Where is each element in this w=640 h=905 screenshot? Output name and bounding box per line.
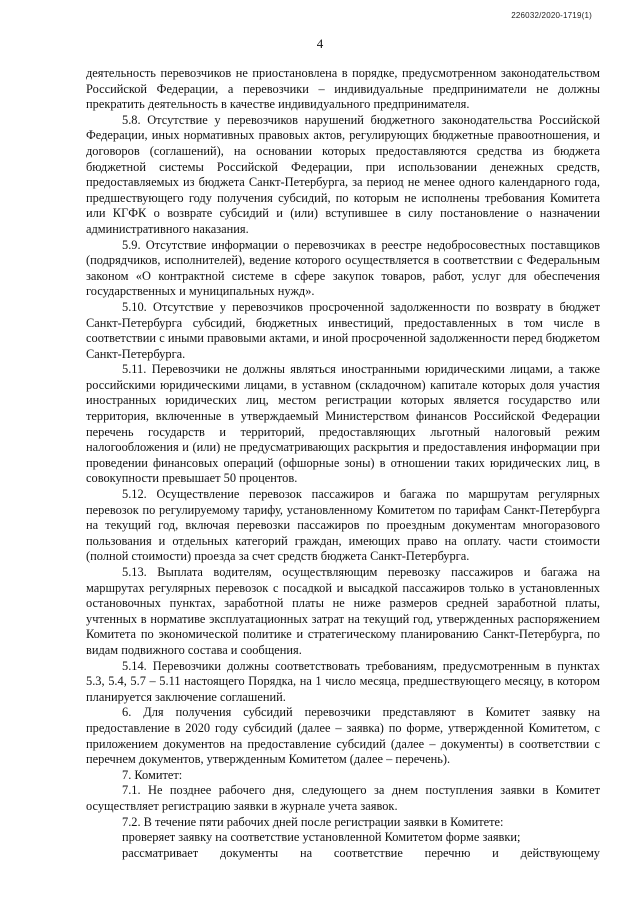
paragraph-7-2-item-1: проверяет заявку на соответствие установленной Комитетом форме заявки; [122, 830, 521, 845]
paragraph-5-12: 5.12. Осуществление перевозок пассажиров и багажа по маршрутам регулярных перевозок по регулируемому тарифу, установленному Комитетом по тарифам Санкт-Петербурга на текущий год, включая перевозки пассажиров по проездным документам многоразового пользования и отдельных категорий граждан, имеющих право на оплату. части стоимости (полной стоимости) проезда за счет средств бюджета Санкт-Петербурга. [86, 487, 600, 564]
paragraph-6: 6. Для получения субсидий перевозчики представляют в Комитет заявку на предоставление в 2020 году субсидий (далее – заявка) по форме, утвержденной Комитетом, с приложением документов на предоставление субсидий (далее – документы) в соответствии с перечнем документов, утвержденным Комитетом (далее – перечень). [86, 705, 600, 767]
page-number: 4 [316, 36, 324, 51]
paragraph-5-9: 5.9. Отсутствие информации о перевозчиках в реестре недобросовестных поставщиков (подрядчиков, исполнителей), ведение которого осуществляется в соответствии с Федеральным законом «О контрактной системе в сфере закупок товаров, работ, услуг для обеспечения государственных и муниципальных нужд». [86, 237, 600, 299]
paragraph-7-1: 7.1. Не позднее рабочего дня, следующего за днем поступления заявки в Комитет осуществляет регистрацию заявки в журнале учета заявок. [86, 783, 600, 813]
paragraph-5-8: 5.8. Отсутствие у перевозчиков нарушений бюджетного законодательства Российской Федерации, иных нормативных правовых актов, регулирующих бюджетные правоотношения, и договоров (соглашений), на основании которых предоставляются средства из бюджета бюджетной системы Российской Федерации, при использовании денежных средств, предоставляемых из бюджета Санкт-Петербурга, за период не менее одного календарного года, предшествующего году получения субсидий, по которым не исполнены требования Комитета или КГФК о возврате субсидий и (или) вступившее в силу постановление о назначении административного наказания. [86, 112, 600, 236]
paragraph-5-11: 5.11. Перевозчики не должны являться иностранными юридическими лицами, а также российскими юридическими лицами, в уставном (складочном) капитале которых доля участия иностранных юридических лиц, местом регистрации которых является государство или территория, включенные в утверждаемый Министерством финансов Российской Федерации перечень государств и территорий, предоставляющих льготный налоговый режим налогообложения и (или) не предусматривающих раскрытия и предоставления информации при проведении финансовых операций (офшорные зоны) в отношении таких юридических лиц, в совокупности превышает 50 процентов. [86, 362, 600, 486]
paragraph-7-2-item-2: рассматривает документы на соответствие перечню и действующему [122, 845, 600, 860]
paragraph-continuation: деятельность перевозчиков не приостановлена в порядке, предусмотренном законодательством Российской Федерации, а перевозчики – индивидуальные предприниматели не должны прекратить деятельность в качестве индивидуального предпринимателя. [86, 66, 600, 112]
paragraph-5-10: 5.10. Отсутствие у перевозчиков просроченной задолженности по возврату в бюджет Санкт-Петербурга субсидий, бюджетных инвестиций, предоставленных в том числе в соответствии с иными правовыми актами, и иной просроченной задолженности перед бюджетом Санкт-Петербурга. [86, 299, 600, 361]
paragraph-7: 7. Комитет: [122, 767, 183, 782]
paragraph-5-13: 5.13. Выплата водителям, осуществляющим перевозку пассажиров и багажа на маршрутах регулярных перевозок с посадкой и высадкой пассажиров только в установленных остановочных пунктах, заработной платы не ниже размеров средней заработной платы, учтенных в нормативе эксплуатационных затрат на текущий год, утвержденных распоряжением Комитета по экономической политике и стратегическому планированию Санкт-Петербурга, по видам подвижного состава и сообщения. [86, 565, 600, 657]
paragraph-7-2: 7.2. В течение пяти рабочих дней после регистрации заявки в Комитете: [122, 814, 504, 829]
document-number: 226032/2020-1719(1) [511, 11, 592, 20]
document-body [86, 66, 600, 861]
paragraph-5-14: 5.14. Перевозчики должны соответствовать требованиям, предусмотренным в пунктах 5.3, 5.4, 5.7 – 5.11 настоящего Порядка, на 1 число месяца, предшествующего месяцу, в котором планируется заключение соглашений. [86, 658, 600, 704]
